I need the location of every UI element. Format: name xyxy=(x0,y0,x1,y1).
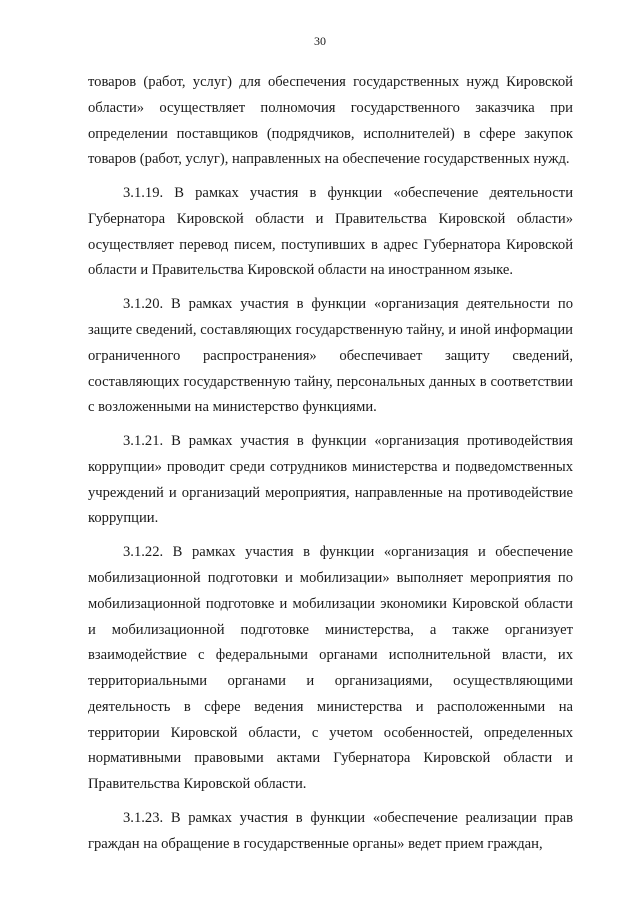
paragraph-3-1-19: 3.1.19. В рамках участия в функции «обеспечение деятельности Губернатора Кировской области и Правительства Кировской области» осуществляет перевод писем, поступивших в адрес Губернатора Кировской области и Правительства Кировской области на иностранном языке. xyxy=(88,185,573,279)
paragraph-3-1-20: 3.1.20. В рамках участия в функции «организация деятельности по защите сведений, составляющих государственную тайну, и иной информации ограниченного распространения» обеспечивает защиту сведений, составляющих государственную тайну, персональных данных в соответствии с возложенными на министерство функциями. xyxy=(88,296,573,416)
paragraph-3-1-23: 3.1.23. В рамках участия в функции «обеспечение реализации прав граждан на обращение в государственные органы» ведет прием граждан, xyxy=(88,809,573,852)
paragraph-3-1-21: 3.1.21. В рамках участия в функции «организация противодействия коррупции» проводит среди сотрудников министерства и подведомственных учреждений и организаций мероприятия, направленные на противодействие коррупции. xyxy=(88,433,573,527)
document-body xyxy=(88,70,573,865)
paragraph-3-1-22: 3.1.22. В рамках участия в функции «организация и обеспечение мобилизационной подготовки и мобилизации» выполняет мероприятия по мобилизационной подготовке и мобилизации экономики Кировской области и мобилизационной подготовке министерства, а также организует взаимодействие с федеральными органами исполнительной власти, их территориальными органами и организациями, осуществляющими деятельность в сфере ведения министерства и расположенными на территории Кировской области, с учетом особенностей, определенных нормативными правовыми актами Губернатора Кировской области и Правительства Кировской области. xyxy=(88,544,573,793)
paragraph-continuation: товаров (работ, услуг) для обеспечения государственных нужд Кировской области» осуществляет полномочия государственного заказчика при определении поставщиков (подрядчиков, исполнителей) в сфере закупок товаров (работ, услуг), направленных на обеспечение государственных нужд. xyxy=(88,74,573,168)
page-number: 30 xyxy=(314,34,326,48)
